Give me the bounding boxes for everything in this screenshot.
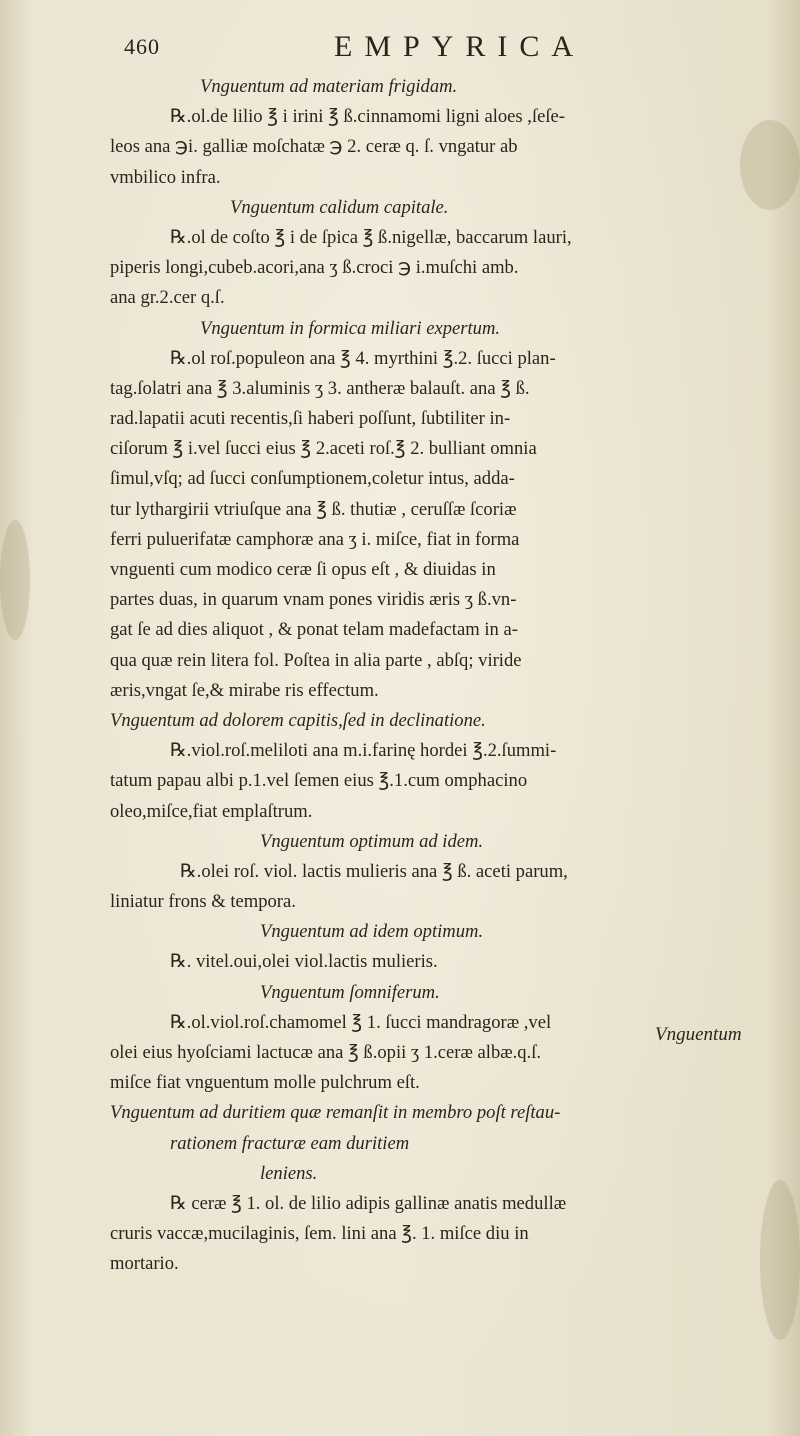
- text-line: ℞.ol roſ.populeon ana ℥ 4. myrthini ℥.2. ſucci plan-: [170, 347, 556, 369]
- text-line: tatum papau albi p.1.vel ſemen eius ℥.1.cum omphacino: [110, 770, 528, 792]
- paper-stain: [0, 520, 30, 640]
- text-line: ℞.viol.roſ.meliloti ana m.i.farinę hordei ℥.2.ſummi-: [170, 740, 557, 762]
- text-line: ℞. vitel.oui,olei viol.lactis mulieris.: [170, 951, 438, 973]
- body-text: [110, 72, 782, 1280]
- text-line: leos ana ℈i. galliæ moſchatæ ℈ 2. ceræ q. ſ. vngatur ab: [110, 136, 518, 158]
- text-line: ℞.ol.de lilio ℥ i irini ℥ ß.cinnamomi ligni aloes ,ſeſe-: [170, 106, 565, 128]
- text-line: cruris vaccæ,mucilaginis, ſem. lini ana ℥. 1. miſce diu in: [110, 1223, 529, 1245]
- text-line: qua quæ rein litera fol. Poſtea in alia parte , abſq; viride: [110, 649, 522, 671]
- recipe-heading: Vnguentum optimum ad idem.: [260, 830, 484, 852]
- text-line: ℞.olei roſ. viol. lactis mulieris ana ℥ ß. aceti parum,: [180, 860, 568, 882]
- page-number: 460: [124, 34, 160, 59]
- recipe-heading: Vnguentum ad idem optimum.: [260, 921, 484, 943]
- page-header: [112, 30, 712, 70]
- recipe-heading: Vnguentum ad duritiem quæ remanſit in membro poſt reſtau-: [110, 1102, 561, 1124]
- text-line: oleo,miſce,fiat emplaſtrum.: [110, 800, 313, 822]
- text-line: rad.lapatii acuti recentis,ſi haberi poſſunt, ſubtiliter in-: [110, 408, 511, 430]
- text-line: vnguenti cum modico ceræ ſi opus eſt , & diuidas in: [110, 559, 496, 580]
- text-line: ℞.ol de coſto ℥ i de ſpica ℥ ß.nigellæ, baccarum lauri,: [170, 226, 572, 248]
- text-line: ſimul,vſq; ad ſucci conſumptionem,coletur intus, adda-: [110, 468, 515, 490]
- recipe-heading: Vnguentum ad dolorem capitis,ſed in declinatione.: [110, 709, 486, 731]
- text-line: vmbilico infra.: [110, 166, 221, 188]
- recipe-heading: leniens.: [260, 1162, 318, 1184]
- text-line: gat ſe ad dies aliquot , & ponat telam madefactam in a-: [110, 619, 518, 641]
- text-line: mortario.: [110, 1253, 179, 1275]
- recipe-heading: rationem fracturæ eam duritiem: [170, 1132, 410, 1154]
- recipe-heading: Vnguentum ad materiam frigidam.: [200, 76, 458, 97]
- text-line: æris,vngat ſe,& mirabe ris effectum.: [110, 679, 379, 701]
- recipe-heading: Vnguentum in formica miliari expertum.: [200, 317, 501, 339]
- text-line: ferri puluerifatæ camphoræ ana ʒ i. miſce, fiat in forma: [110, 528, 520, 550]
- text-line: ℞ ceræ ℥ 1. ol. de lilio adipis gallinæ anatis medullæ: [170, 1192, 567, 1214]
- text-line: partes duas, in quarum vnam pones viridis æris ʒ ß.vn-: [110, 589, 517, 611]
- recipe-heading: Vnguentum ſomniferum.: [260, 981, 440, 1003]
- catchword: Vnguentum: [655, 1024, 742, 1045]
- text-line: miſce fiat vnguentum molle pulchrum eſt.: [110, 1072, 420, 1094]
- text-line: tag.ſolatri ana ℥ 3.aluminis ʒ 3. antheræ balauſt. ana ℥ ß.: [110, 377, 530, 399]
- text-line: tur lythargirii vtriuſque ana ℥ ß. thutiæ , ceruſſæ ſcoriæ: [110, 498, 517, 520]
- recipe-heading: Vnguentum calidum capitale.: [230, 196, 449, 218]
- text-line: ciſorum ℥ i.vel ſucci eius ℥ 2.aceti roſ.℥ 2. bulliant omnia: [110, 438, 537, 460]
- text-line: ℞.ol.viol.roſ.chamomel ℥ 1. ſucci mandragoræ ,vel: [170, 1011, 552, 1033]
- text-line: ana gr.2.cer q.ſ.: [110, 287, 225, 309]
- text-line: piperis longi,cubeb.acori,ana ʒ ß.croci ℈ i.muſchi amb.: [110, 257, 519, 279]
- text-line: liniatur frons & tempora.: [110, 891, 296, 913]
- text-line: olei eius hyoſciami lactucæ ana ℥ ß.opii ʒ 1.ceræ albæ.q.ſ.: [110, 1042, 542, 1063]
- running-head: EMPYRICA: [334, 30, 586, 63]
